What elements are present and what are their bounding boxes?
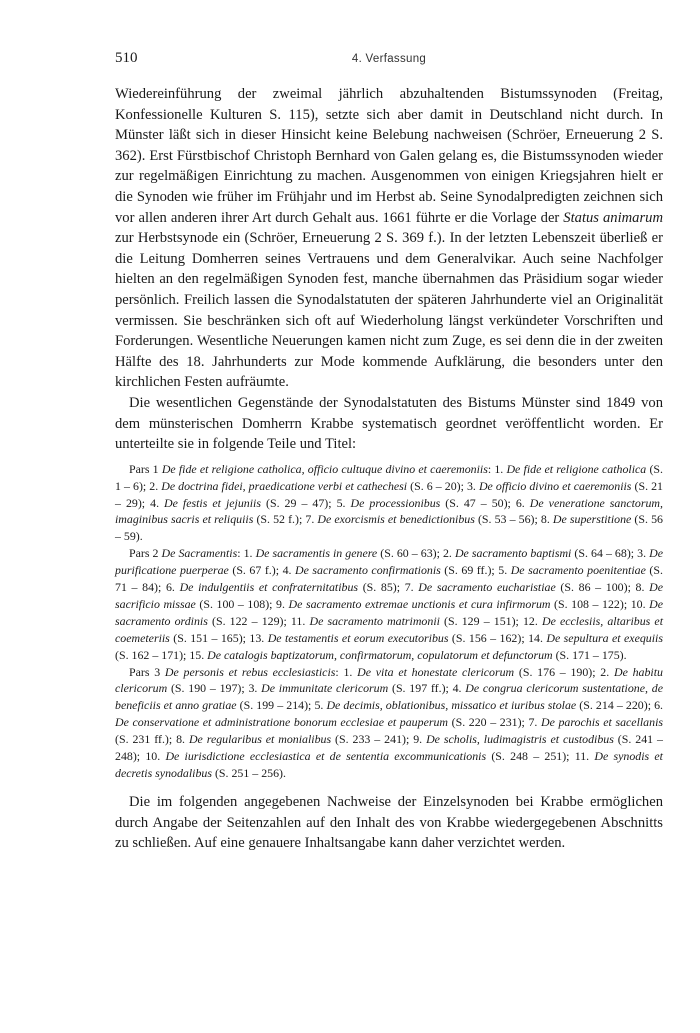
list-item-title: De sacramentis in genere xyxy=(255,546,378,561)
list-item-reference: (S. 197 ff.); 4. xyxy=(388,681,466,696)
pars3-label: Pars 3 xyxy=(129,664,165,679)
list-item-reference: (S. 176 – 190); 2. xyxy=(514,664,614,679)
list-item-reference: (S. 220 – 231); 7. xyxy=(448,715,541,730)
list-item-title: De fide et religione catholica xyxy=(506,461,647,476)
list-item-title: De synodis et decretis synodalibus xyxy=(115,749,663,780)
pars-3-entry xyxy=(115,664,663,782)
list-item-title: De testamentis et eorum executoribus xyxy=(267,630,449,645)
list-item-prefix: : 1. xyxy=(487,461,507,476)
list-item-title: De exorcismis et benedictionibus xyxy=(317,512,475,527)
list-item-title: De veneratione sanctorum, imaginibus sacris et reliquiis xyxy=(115,495,663,527)
list-item-title: De sacramento ordinis xyxy=(115,596,663,628)
pars2-heading: De Sacramentis xyxy=(161,546,238,561)
list-item-reference: (S. 162 – 171); 15. xyxy=(115,647,208,662)
list-item-title: De sacramento eucharistiae xyxy=(418,580,556,595)
list-item-reference: (S. 60 – 63); 2. xyxy=(377,546,455,561)
list-item-title: De sacrificio missae xyxy=(115,580,663,611)
list-item-title: De regularibus et monialibus xyxy=(188,732,332,747)
pars1-heading: De fide et religione catholica, officio cultuque divino et caeremoniis xyxy=(161,461,488,476)
list-item-reference: (S. 67 f.); 4. xyxy=(228,563,296,578)
page-header xyxy=(115,50,663,72)
list-item-reference: (S. 233 – 241); 9. xyxy=(331,732,427,747)
paragraph-1-italic-term: Status animarum xyxy=(563,209,663,226)
list-item-reference: (S. 64 – 68); 3. xyxy=(571,546,650,561)
list-item-reference: (S. 190 – 197); 3. xyxy=(167,681,262,696)
list-item-reference: (S. 214 – 220); 6. xyxy=(576,698,664,713)
list-item-prefix: : 1. xyxy=(237,546,256,561)
list-item-title: De conservatione et administratione bonorum ecclesiae et pauperum xyxy=(115,715,449,730)
list-item-reference: (S. 151 – 165); 13. xyxy=(169,630,268,645)
list-item-title: De scholis, ludimagistris et custodibus xyxy=(426,732,614,747)
running-head: 4. Verfassung xyxy=(351,53,427,65)
list-item-title: De sacramento confirmationis xyxy=(295,563,441,578)
list-item-title: De officio divino et caeremoniis xyxy=(478,478,632,493)
list-item-reference: (S. 248 – 251); 11. xyxy=(486,749,595,764)
paragraph-2: Die wesentlichen Gegenstände der Synodalstatuten des Bistums Münster sind 1849 von dem münsterischen Domherrn Krabbe systematisch geordnet veröffentlicht worden. Er unterteilte sie in folgende Teile und Titel: xyxy=(115,394,663,453)
paragraph-1 xyxy=(115,84,663,393)
list-item-reference: (S. 156 – 162); 14. xyxy=(448,630,547,645)
list-item-reference: (S. 85); 7. xyxy=(358,580,419,595)
paragraph-1-text-b: zur Herbstsynode ein (Schröer, Erneuerung 2 S. 369 f.). In der letzten Lebenszeit überließ er die Leitung Domherren seines Vertrauens und dem Generalvikar. Auch seine Nachfolger hielten an den regelmäßigen Synoden fest, manche übernahmen das Präsidium sogar wieder persönlich. Freilich lassen die Synodalstatuten der späteren Jahrhunderte viel an Originalität vermissen. Sie beschränken sich oft auf Wiederholung längst verkündeter Vorschriften und Forderungen. Wesentliche Neuerungen kamen nicht zum Zuge, es sei denn die in der zweiten Hälfte des 18. Jahrhunderts zur Mode kommende Aufklärung, die besonders unter den kirchlichen Festen aufräumte. xyxy=(115,230,663,391)
list-item-title: De ecclesiis, altaribus et coemeteriis xyxy=(115,613,663,645)
document-page xyxy=(115,50,663,854)
list-item-reference: (S. 199 – 214); 5. xyxy=(236,698,327,713)
page-number: 510 xyxy=(115,50,138,66)
list-item-title: De sacramento poenitentiae xyxy=(510,563,646,578)
list-item-reference: (S. 122 – 129); 11. xyxy=(207,613,310,628)
list-item-reference: (S. 100 – 108); 9. xyxy=(195,596,289,611)
list-item-reference: (S. 6 – 20); 3. xyxy=(407,478,479,493)
pars-2-entry xyxy=(115,545,663,663)
list-item-title: De purificatione puerperae xyxy=(115,546,663,578)
list-item-title: De iurisdictione ecclesiastica et de sententia excommunicationis xyxy=(165,749,487,764)
list-item-title: De doctrina fidei, praedicatione verbi et cathechesi xyxy=(161,478,408,493)
list-item-title: De festis et jejuniis xyxy=(164,495,261,510)
list-item-reference: (S. 56 – 59). xyxy=(115,512,663,544)
list-item-reference: (S. 86 – 100); 8. xyxy=(555,580,650,595)
list-item-reference: (S. 231 ff.); 8. xyxy=(115,732,189,747)
list-item-reference: (S. 29 – 47); 5. xyxy=(260,495,351,510)
pars3-heading: De personis et rebus ecclesiasticis xyxy=(164,664,336,679)
list-item-title: De habitu clericorum xyxy=(115,664,663,696)
list-item-title: De processionibus xyxy=(350,495,441,510)
pars-1-entry xyxy=(115,461,663,546)
pars1-label: Pars 1 xyxy=(129,461,162,476)
list-item-title: De sacramento matrimonii xyxy=(309,613,440,628)
list-item-title: De decimis, oblationibus, missatico et iuribus stolae xyxy=(326,698,577,713)
list-item-title: De catalogis baptizatorum, confirmatorum, copulatorum et defunctorum xyxy=(207,647,553,662)
list-item-title: De superstitione xyxy=(552,512,632,527)
list-item-title: De parochis et sacellanis xyxy=(541,715,663,730)
list-item-title: De congrua clericorum sustentatione, de beneficiis et anno gratiae xyxy=(115,681,663,713)
list-item-reference: (S. 1 – 6); 2. xyxy=(115,461,663,493)
pars2-label: Pars 2 xyxy=(129,546,162,561)
paragraph-3: Die im folgenden angegebenen Nachweise der Einzelsynoden bei Krabbe ermöglichen durch Angabe der Seitenzahlen auf den Inhalt des von Krabbe wiedergegebenen Abschnitts zu schließen. Auf eine genauere Inhaltsangabe kann daher verzichtet werden. xyxy=(115,793,663,852)
list-item-reference: (S. 251 – 256). xyxy=(211,766,286,780)
list-item-reference: (S. 47 – 50); 6. xyxy=(440,495,530,510)
list-item-reference: (S. 108 – 122); 10. xyxy=(550,596,650,611)
list-item-reference: (S. 71 – 84); 6. xyxy=(115,563,663,595)
list-item-reference: (S. 171 – 175). xyxy=(552,647,627,662)
closing-text xyxy=(115,792,663,854)
list-item-prefix: : 1. xyxy=(335,664,358,679)
list-item-title: De immunitate clericorum xyxy=(261,681,389,696)
list-item-reference: (S. 53 – 56); 8. xyxy=(474,512,553,527)
list-item-reference: (S. 241 – 248); 10. xyxy=(115,732,663,764)
title-list xyxy=(115,461,663,782)
list-item-reference: (S. 69 ff.); 5. xyxy=(440,563,511,578)
list-item-reference: (S. 52 f.); 7. xyxy=(253,512,318,527)
list-item-title: De vita et honestate clericorum xyxy=(357,664,515,679)
list-item-title: De indulgentiis et confraternitatibus xyxy=(179,580,359,595)
list-item-title: De sacramento extremae unctionis et cura infirmorum xyxy=(288,596,551,611)
list-item-title: De sacramento baptismi xyxy=(454,546,572,561)
list-item-reference: (S. 21 – 29); 4. xyxy=(115,478,663,510)
list-item-title: De sepultura et exequiis xyxy=(546,630,663,645)
body-text xyxy=(115,84,663,455)
list-item-reference: (S. 129 – 151); 12. xyxy=(439,613,542,628)
paragraph-1-text-a: Wiedereinführung der zweimal jährlich abzuhaltenden Bistumssynoden (Freitag, Konfessionelle Kulturen S. 115), setzte sich aber damit in Deutschland nicht durch. In Münster läßt sich in dieser Hinsicht keine Belebung nachweisen (Schröer, Erneuerung 2 S. 362). Erst Fürstbischof Christoph Bernhard von Galen gelang es, die Bistumssynoden wieder zur regelmäßigen Einrichtung zu machen. Ausgenommen von einigen Kriegsjahren hielt er die Synoden wie früher im Frühjahr und im Herbst ab. Seine Synodalpredigten zeichnen sich vor allen anderen ihrer Art durch Gehalt aus. 1661 führte er die Vorlage der xyxy=(115,86,663,226)
